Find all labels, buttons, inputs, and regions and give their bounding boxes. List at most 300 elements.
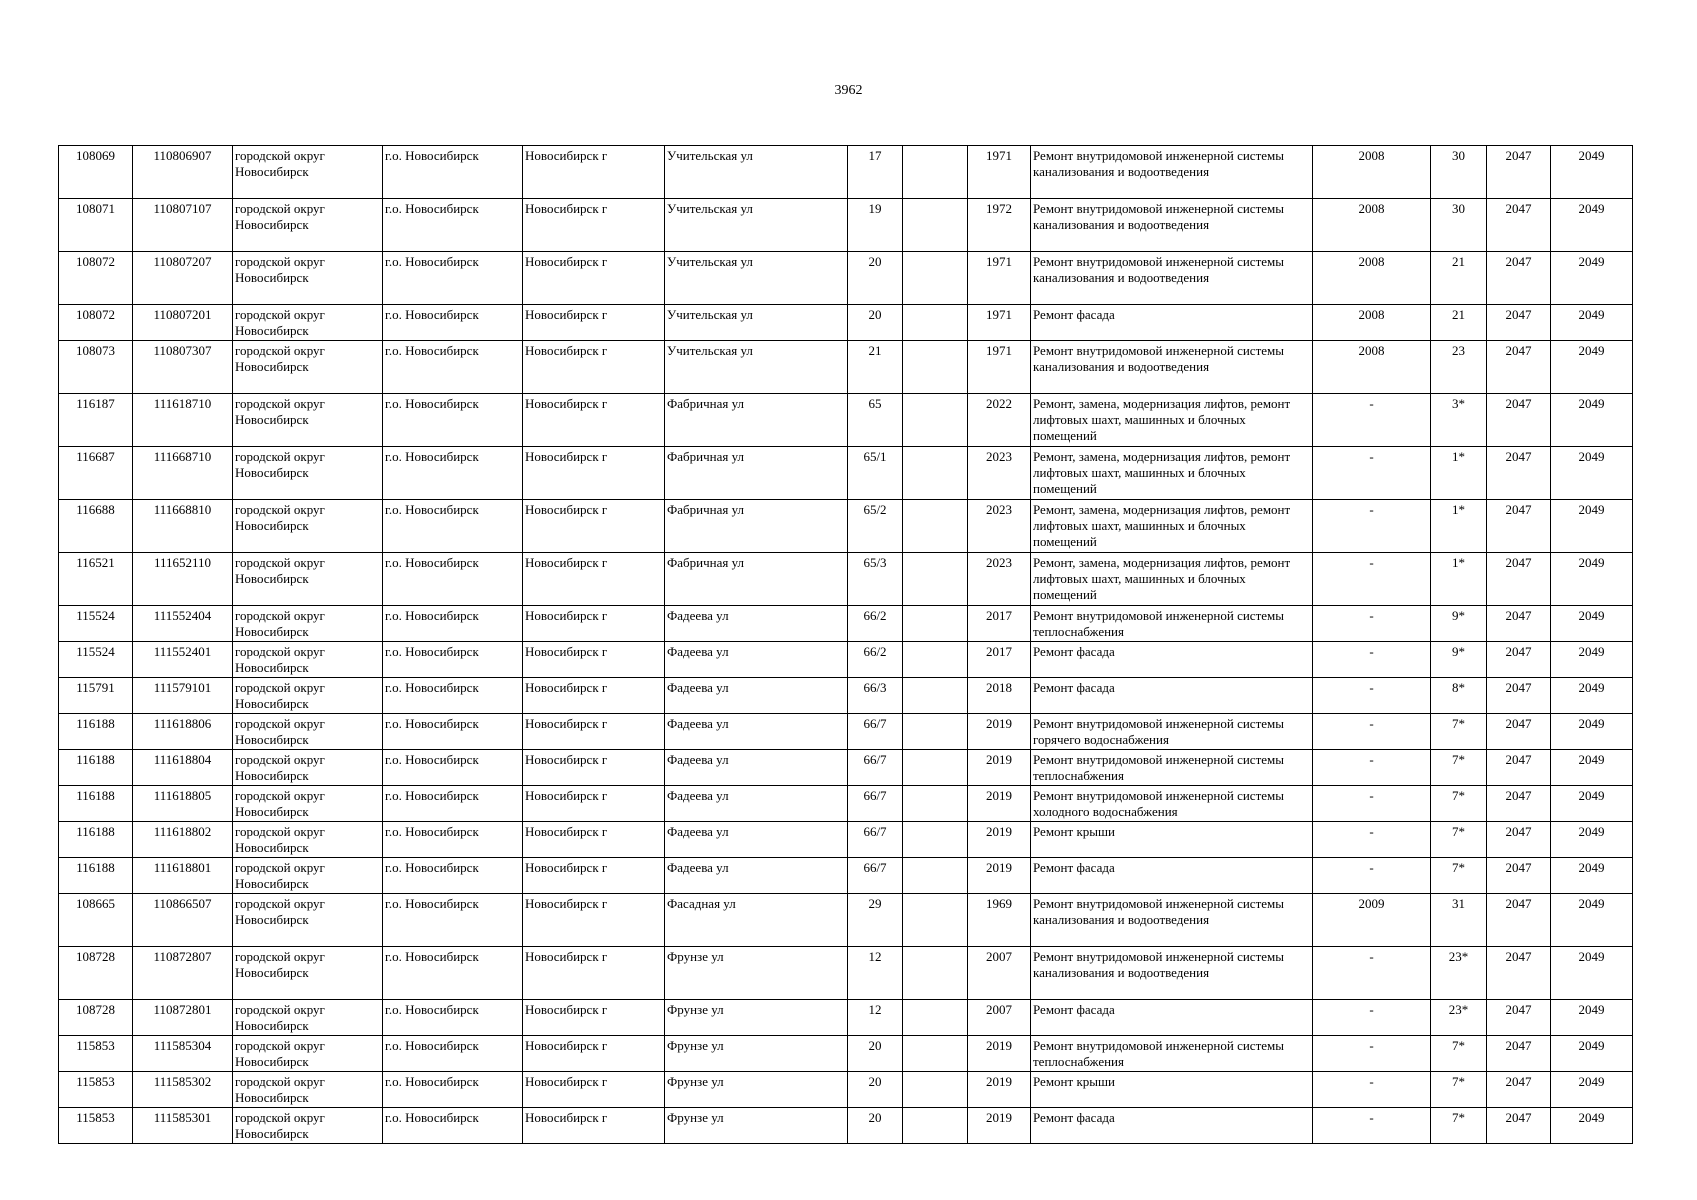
house-number-cell: 20 xyxy=(848,305,903,341)
work-type-cell: Ремонт внутридомовой инженерной системы холодного водоснабжения xyxy=(1031,786,1313,822)
street-cell: Фрунзе ул xyxy=(665,947,848,1000)
last-repair-year-cell: 2008 xyxy=(1313,305,1431,341)
object-id-cell: 116188 xyxy=(59,750,133,786)
page-number: 3962 xyxy=(834,83,863,98)
build-year-cell: 2019 xyxy=(968,858,1031,894)
settlement-cell: Новосибирск г xyxy=(523,858,665,894)
building-cell xyxy=(903,447,968,500)
settlement-cell: Новосибирск г xyxy=(523,750,665,786)
street-cell: Фадеева ул xyxy=(665,858,848,894)
service-id-cell: 111618802 xyxy=(133,822,233,858)
municipal-district-cell: г.о. Новосибирск xyxy=(383,606,523,642)
build-year-cell: 2022 xyxy=(968,394,1031,447)
plan-start-cell: 2047 xyxy=(1487,714,1551,750)
settlement-cell: Новосибирск г xyxy=(523,1072,665,1108)
last-repair-year-cell: 2008 xyxy=(1313,341,1431,394)
work-type-cell: Ремонт, замена, модернизация лифтов, ремонт лифтовых шахт, машинных и блочных помещений xyxy=(1031,447,1313,500)
build-year-cell: 2023 xyxy=(968,447,1031,500)
term-cell: 7* xyxy=(1431,1036,1487,1072)
plan-start-cell: 2047 xyxy=(1487,786,1551,822)
service-id-cell: 111585302 xyxy=(133,1072,233,1108)
work-type-cell: Ремонт крыши xyxy=(1031,1072,1313,1108)
last-repair-year-cell: - xyxy=(1313,1108,1431,1144)
table-row xyxy=(59,858,1633,894)
term-cell: 7* xyxy=(1431,858,1487,894)
build-year-cell: 2017 xyxy=(968,606,1031,642)
municipal-district-cell: г.о. Новосибирск xyxy=(383,146,523,199)
building-cell xyxy=(903,947,968,1000)
work-type-cell: Ремонт фасада xyxy=(1031,1108,1313,1144)
plan-end-cell: 2049 xyxy=(1551,894,1633,947)
service-id-cell: 111618806 xyxy=(133,714,233,750)
building-cell xyxy=(903,252,968,305)
building-cell xyxy=(903,1108,968,1144)
house-number-cell: 20 xyxy=(848,1072,903,1108)
term-cell: 9* xyxy=(1431,642,1487,678)
plan-end-cell: 2049 xyxy=(1551,447,1633,500)
settlement-cell: Новосибирск г xyxy=(523,642,665,678)
plan-start-cell: 2047 xyxy=(1487,1108,1551,1144)
plan-start-cell: 2047 xyxy=(1487,678,1551,714)
building-cell xyxy=(903,858,968,894)
settlement-cell: Новосибирск г xyxy=(523,553,665,606)
table-row xyxy=(59,1108,1633,1144)
term-cell: 8* xyxy=(1431,678,1487,714)
municipal-district-cell: г.о. Новосибирск xyxy=(383,822,523,858)
term-cell: 1* xyxy=(1431,553,1487,606)
house-number-cell: 66/3 xyxy=(848,678,903,714)
municipal-district-cell: г.о. Новосибирск xyxy=(383,947,523,1000)
build-year-cell: 1971 xyxy=(968,146,1031,199)
object-id-cell: 116187 xyxy=(59,394,133,447)
municipal-district-cell: г.о. Новосибирск xyxy=(383,858,523,894)
last-repair-year-cell: - xyxy=(1313,1036,1431,1072)
object-id-cell: 115524 xyxy=(59,606,133,642)
house-number-cell: 21 xyxy=(848,341,903,394)
plan-end-cell: 2049 xyxy=(1551,678,1633,714)
municipal-district-cell: г.о. Новосибирск xyxy=(383,1036,523,1072)
capital-repair-table xyxy=(58,145,1633,1144)
plan-start-cell: 2047 xyxy=(1487,447,1551,500)
municipality-cell: городской округ Новосибирск xyxy=(233,1000,383,1036)
work-type-cell: Ремонт, замена, модернизация лифтов, ремонт лифтовых шахт, машинных и блочных помещений xyxy=(1031,394,1313,447)
municipality-cell: городской округ Новосибирск xyxy=(233,822,383,858)
street-cell: Фрунзе ул xyxy=(665,1072,848,1108)
table-row xyxy=(59,305,1633,341)
settlement-cell: Новосибирск г xyxy=(523,822,665,858)
plan-end-cell: 2049 xyxy=(1551,199,1633,252)
settlement-cell: Новосибирск г xyxy=(523,341,665,394)
plan-end-cell: 2049 xyxy=(1551,750,1633,786)
plan-end-cell: 2049 xyxy=(1551,786,1633,822)
house-number-cell: 65 xyxy=(848,394,903,447)
plan-end-cell: 2049 xyxy=(1551,500,1633,553)
table-row xyxy=(59,199,1633,252)
municipality-cell: городской округ Новосибирск xyxy=(233,341,383,394)
object-id-cell: 115853 xyxy=(59,1036,133,1072)
plan-start-cell: 2047 xyxy=(1487,341,1551,394)
plan-start-cell: 2047 xyxy=(1487,1072,1551,1108)
municipal-district-cell: г.о. Новосибирск xyxy=(383,553,523,606)
municipal-district-cell: г.о. Новосибирск xyxy=(383,500,523,553)
plan-start-cell: 2047 xyxy=(1487,858,1551,894)
settlement-cell: Новосибирск г xyxy=(523,1108,665,1144)
municipal-district-cell: г.о. Новосибирск xyxy=(383,1000,523,1036)
object-id-cell: 116188 xyxy=(59,822,133,858)
plan-end-cell: 2049 xyxy=(1551,146,1633,199)
term-cell: 7* xyxy=(1431,822,1487,858)
settlement-cell: Новосибирск г xyxy=(523,394,665,447)
last-repair-year-cell: 2009 xyxy=(1313,894,1431,947)
settlement-cell: Новосибирск г xyxy=(523,447,665,500)
plan-end-cell: 2049 xyxy=(1551,1036,1633,1072)
municipality-cell: городской округ Новосибирск xyxy=(233,678,383,714)
house-number-cell: 19 xyxy=(848,199,903,252)
table-row xyxy=(59,146,1633,199)
service-id-cell: 111585304 xyxy=(133,1036,233,1072)
service-id-cell: 111618801 xyxy=(133,858,233,894)
house-number-cell: 17 xyxy=(848,146,903,199)
object-id-cell: 108073 xyxy=(59,341,133,394)
table-row xyxy=(59,642,1633,678)
building-cell xyxy=(903,305,968,341)
service-id-cell: 110866507 xyxy=(133,894,233,947)
plan-end-cell: 2049 xyxy=(1551,714,1633,750)
municipal-district-cell: г.о. Новосибирск xyxy=(383,394,523,447)
street-cell: Фадеева ул xyxy=(665,642,848,678)
building-cell xyxy=(903,714,968,750)
building-cell xyxy=(903,822,968,858)
work-type-cell: Ремонт внутридомовой инженерной системы канализования и водоотведения xyxy=(1031,252,1313,305)
building-cell xyxy=(903,1072,968,1108)
plan-start-cell: 2047 xyxy=(1487,252,1551,305)
work-type-cell: Ремонт, замена, модернизация лифтов, ремонт лифтовых шахт, машинных и блочных помещений xyxy=(1031,500,1313,553)
work-type-cell: Ремонт внутридомовой инженерной системы теплоснабжения xyxy=(1031,606,1313,642)
table-row xyxy=(59,947,1633,1000)
table-row xyxy=(59,678,1633,714)
plan-start-cell: 2047 xyxy=(1487,553,1551,606)
municipality-cell: городской округ Новосибирск xyxy=(233,1108,383,1144)
service-id-cell: 111668810 xyxy=(133,500,233,553)
service-id-cell: 110807201 xyxy=(133,305,233,341)
last-repair-year-cell: - xyxy=(1313,642,1431,678)
building-cell xyxy=(903,642,968,678)
settlement-cell: Новосибирск г xyxy=(523,678,665,714)
build-year-cell: 2019 xyxy=(968,1072,1031,1108)
house-number-cell: 65/2 xyxy=(848,500,903,553)
plan-end-cell: 2049 xyxy=(1551,1072,1633,1108)
object-id-cell: 108072 xyxy=(59,252,133,305)
house-number-cell: 66/7 xyxy=(848,750,903,786)
table-row xyxy=(59,1036,1633,1072)
municipal-district-cell: г.о. Новосибирск xyxy=(383,252,523,305)
build-year-cell: 2019 xyxy=(968,1108,1031,1144)
service-id-cell: 111668710 xyxy=(133,447,233,500)
term-cell: 7* xyxy=(1431,1108,1487,1144)
house-number-cell: 12 xyxy=(848,1000,903,1036)
municipality-cell: городской округ Новосибирск xyxy=(233,394,383,447)
house-number-cell: 66/7 xyxy=(848,858,903,894)
settlement-cell: Новосибирск г xyxy=(523,252,665,305)
plan-start-cell: 2047 xyxy=(1487,199,1551,252)
municipal-district-cell: г.о. Новосибирск xyxy=(383,1072,523,1108)
term-cell: 23* xyxy=(1431,947,1487,1000)
term-cell: 7* xyxy=(1431,750,1487,786)
service-id-cell: 111585301 xyxy=(133,1108,233,1144)
object-id-cell: 115524 xyxy=(59,642,133,678)
service-id-cell: 111579101 xyxy=(133,678,233,714)
build-year-cell: 2019 xyxy=(968,822,1031,858)
plan-end-cell: 2049 xyxy=(1551,858,1633,894)
build-year-cell: 2017 xyxy=(968,642,1031,678)
table-row xyxy=(59,750,1633,786)
last-repair-year-cell: - xyxy=(1313,1072,1431,1108)
last-repair-year-cell: - xyxy=(1313,786,1431,822)
plan-end-cell: 2049 xyxy=(1551,642,1633,678)
object-id-cell: 116687 xyxy=(59,447,133,500)
last-repair-year-cell: - xyxy=(1313,500,1431,553)
object-id-cell: 115853 xyxy=(59,1072,133,1108)
plan-start-cell: 2047 xyxy=(1487,606,1551,642)
building-cell xyxy=(903,394,968,447)
street-cell: Фабричная ул xyxy=(665,553,848,606)
municipal-district-cell: г.о. Новосибирск xyxy=(383,305,523,341)
settlement-cell: Новосибирск г xyxy=(523,786,665,822)
building-cell xyxy=(903,894,968,947)
street-cell: Учительская ул xyxy=(665,305,848,341)
table-row xyxy=(59,553,1633,606)
work-type-cell: Ремонт внутридомовой инженерной системы канализования и водоотведения xyxy=(1031,146,1313,199)
street-cell: Фадеева ул xyxy=(665,786,848,822)
plan-end-cell: 2049 xyxy=(1551,305,1633,341)
service-id-cell: 110872801 xyxy=(133,1000,233,1036)
work-type-cell: Ремонт фасада xyxy=(1031,305,1313,341)
plan-start-cell: 2047 xyxy=(1487,394,1551,447)
work-type-cell: Ремонт внутридомовой инженерной системы канализования и водоотведения xyxy=(1031,947,1313,1000)
municipality-cell: городской округ Новосибирск xyxy=(233,1036,383,1072)
table-body xyxy=(59,146,1633,1144)
settlement-cell: Новосибирск г xyxy=(523,1036,665,1072)
term-cell: 9* xyxy=(1431,606,1487,642)
plan-start-cell: 2047 xyxy=(1487,1036,1551,1072)
municipality-cell: городской округ Новосибирск xyxy=(233,894,383,947)
building-cell xyxy=(903,199,968,252)
street-cell: Фадеева ул xyxy=(665,714,848,750)
municipality-cell: городской округ Новосибирск xyxy=(233,642,383,678)
plan-start-cell: 2047 xyxy=(1487,822,1551,858)
house-number-cell: 20 xyxy=(848,1036,903,1072)
build-year-cell: 2019 xyxy=(968,1036,1031,1072)
table-row xyxy=(59,822,1633,858)
house-number-cell: 66/7 xyxy=(848,786,903,822)
build-year-cell: 1972 xyxy=(968,199,1031,252)
house-number-cell: 20 xyxy=(848,1108,903,1144)
build-year-cell: 1971 xyxy=(968,305,1031,341)
building-cell xyxy=(903,553,968,606)
build-year-cell: 1971 xyxy=(968,341,1031,394)
settlement-cell: Новосибирск г xyxy=(523,606,665,642)
object-id-cell: 108728 xyxy=(59,947,133,1000)
build-year-cell: 2007 xyxy=(968,947,1031,1000)
work-type-cell: Ремонт фасада xyxy=(1031,678,1313,714)
build-year-cell: 2019 xyxy=(968,786,1031,822)
term-cell: 21 xyxy=(1431,305,1487,341)
table-row xyxy=(59,500,1633,553)
term-cell: 23* xyxy=(1431,1000,1487,1036)
work-type-cell: Ремонт внутридомовой инженерной системы теплоснабжения xyxy=(1031,750,1313,786)
municipality-cell: городской округ Новосибирск xyxy=(233,305,383,341)
municipal-district-cell: г.о. Новосибирск xyxy=(383,714,523,750)
build-year-cell: 2019 xyxy=(968,714,1031,750)
plan-end-cell: 2049 xyxy=(1551,252,1633,305)
service-id-cell: 110872807 xyxy=(133,947,233,1000)
settlement-cell: Новосибирск г xyxy=(523,894,665,947)
street-cell: Фабричная ул xyxy=(665,447,848,500)
plan-end-cell: 2049 xyxy=(1551,394,1633,447)
building-cell xyxy=(903,341,968,394)
municipality-cell: городской округ Новосибирск xyxy=(233,750,383,786)
street-cell: Фрунзе ул xyxy=(665,1000,848,1036)
term-cell: 21 xyxy=(1431,252,1487,305)
house-number-cell: 29 xyxy=(848,894,903,947)
last-repair-year-cell: - xyxy=(1313,394,1431,447)
work-type-cell: Ремонт крыши xyxy=(1031,822,1313,858)
plan-start-cell: 2047 xyxy=(1487,1000,1551,1036)
plan-end-cell: 2049 xyxy=(1551,341,1633,394)
service-id-cell: 111552404 xyxy=(133,606,233,642)
plan-start-cell: 2047 xyxy=(1487,894,1551,947)
plan-start-cell: 2047 xyxy=(1487,500,1551,553)
last-repair-year-cell: - xyxy=(1313,822,1431,858)
municipality-cell: городской округ Новосибирск xyxy=(233,786,383,822)
last-repair-year-cell: 2008 xyxy=(1313,252,1431,305)
street-cell: Учительская ул xyxy=(665,146,848,199)
building-cell xyxy=(903,678,968,714)
municipality-cell: городской округ Новосибирск xyxy=(233,714,383,750)
term-cell: 1* xyxy=(1431,500,1487,553)
service-id-cell: 110807207 xyxy=(133,252,233,305)
municipality-cell: городской округ Новосибирск xyxy=(233,146,383,199)
municipality-cell: городской округ Новосибирск xyxy=(233,447,383,500)
street-cell: Учительская ул xyxy=(665,199,848,252)
term-cell: 1* xyxy=(1431,447,1487,500)
last-repair-year-cell: 2008 xyxy=(1313,199,1431,252)
work-type-cell: Ремонт внутридомовой инженерной системы канализования и водоотведения xyxy=(1031,341,1313,394)
municipal-district-cell: г.о. Новосибирск xyxy=(383,199,523,252)
table-row xyxy=(59,1000,1633,1036)
work-type-cell: Ремонт фасада xyxy=(1031,642,1313,678)
build-year-cell: 2019 xyxy=(968,750,1031,786)
settlement-cell: Новосибирск г xyxy=(523,947,665,1000)
table-row xyxy=(59,341,1633,394)
build-year-cell: 2007 xyxy=(968,1000,1031,1036)
service-id-cell: 110807107 xyxy=(133,199,233,252)
house-number-cell: 66/2 xyxy=(848,606,903,642)
last-repair-year-cell: - xyxy=(1313,858,1431,894)
last-repair-year-cell: - xyxy=(1313,606,1431,642)
last-repair-year-cell: - xyxy=(1313,553,1431,606)
work-type-cell: Ремонт фасада xyxy=(1031,1000,1313,1036)
house-number-cell: 65/3 xyxy=(848,553,903,606)
municipality-cell: городской округ Новосибирск xyxy=(233,606,383,642)
building-cell xyxy=(903,1000,968,1036)
work-type-cell: Ремонт внутридомовой инженерной системы теплоснабжения xyxy=(1031,1036,1313,1072)
municipality-cell: городской округ Новосибирск xyxy=(233,553,383,606)
term-cell: 31 xyxy=(1431,894,1487,947)
municipality-cell: городской округ Новосибирск xyxy=(233,947,383,1000)
municipal-district-cell: г.о. Новосибирск xyxy=(383,447,523,500)
municipal-district-cell: г.о. Новосибирск xyxy=(383,341,523,394)
object-id-cell: 108728 xyxy=(59,1000,133,1036)
building-cell xyxy=(903,1036,968,1072)
last-repair-year-cell: - xyxy=(1313,714,1431,750)
municipality-cell: городской округ Новосибирск xyxy=(233,199,383,252)
work-type-cell: Ремонт, замена, модернизация лифтов, ремонт лифтовых шахт, машинных и блочных помещений xyxy=(1031,553,1313,606)
term-cell: 3* xyxy=(1431,394,1487,447)
street-cell: Фабричная ул xyxy=(665,394,848,447)
work-type-cell: Ремонт внутридомовой инженерной системы горячего водоснабжения xyxy=(1031,714,1313,750)
municipality-cell: городской округ Новосибирск xyxy=(233,1072,383,1108)
table-row xyxy=(59,786,1633,822)
settlement-cell: Новосибирск г xyxy=(523,146,665,199)
plan-end-cell: 2049 xyxy=(1551,553,1633,606)
street-cell: Фадеева ул xyxy=(665,606,848,642)
table-row xyxy=(59,394,1633,447)
term-cell: 30 xyxy=(1431,146,1487,199)
street-cell: Фасадная ул xyxy=(665,894,848,947)
service-id-cell: 110807307 xyxy=(133,341,233,394)
plan-end-cell: 2049 xyxy=(1551,822,1633,858)
term-cell: 7* xyxy=(1431,786,1487,822)
object-id-cell: 108665 xyxy=(59,894,133,947)
work-type-cell: Ремонт внутридомовой инженерной системы канализования и водоотведения xyxy=(1031,894,1313,947)
last-repair-year-cell: - xyxy=(1313,447,1431,500)
municipal-district-cell: г.о. Новосибирск xyxy=(383,642,523,678)
plan-start-cell: 2047 xyxy=(1487,642,1551,678)
object-id-cell: 108071 xyxy=(59,199,133,252)
term-cell: 23 xyxy=(1431,341,1487,394)
table-row xyxy=(59,252,1633,305)
term-cell: 30 xyxy=(1431,199,1487,252)
plan-end-cell: 2049 xyxy=(1551,606,1633,642)
build-year-cell: 2023 xyxy=(968,553,1031,606)
service-id-cell: 111618804 xyxy=(133,750,233,786)
term-cell: 7* xyxy=(1431,714,1487,750)
build-year-cell: 2023 xyxy=(968,500,1031,553)
object-id-cell: 108069 xyxy=(59,146,133,199)
municipal-district-cell: г.о. Новосибирск xyxy=(383,750,523,786)
settlement-cell: Новосибирск г xyxy=(523,500,665,553)
settlement-cell: Новосибирск г xyxy=(523,1000,665,1036)
municipality-cell: городской округ Новосибирск xyxy=(233,252,383,305)
table-row xyxy=(59,447,1633,500)
service-id-cell: 111652110 xyxy=(133,553,233,606)
plan-end-cell: 2049 xyxy=(1551,1000,1633,1036)
house-number-cell: 66/7 xyxy=(848,822,903,858)
building-cell xyxy=(903,606,968,642)
object-id-cell: 115791 xyxy=(59,678,133,714)
house-number-cell: 12 xyxy=(848,947,903,1000)
settlement-cell: Новосибирск г xyxy=(523,714,665,750)
building-cell xyxy=(903,750,968,786)
plan-end-cell: 2049 xyxy=(1551,1108,1633,1144)
object-id-cell: 116188 xyxy=(59,858,133,894)
house-number-cell: 20 xyxy=(848,252,903,305)
service-id-cell: 111618805 xyxy=(133,786,233,822)
object-id-cell: 108072 xyxy=(59,305,133,341)
last-repair-year-cell: - xyxy=(1313,678,1431,714)
street-cell: Фадеева ул xyxy=(665,750,848,786)
